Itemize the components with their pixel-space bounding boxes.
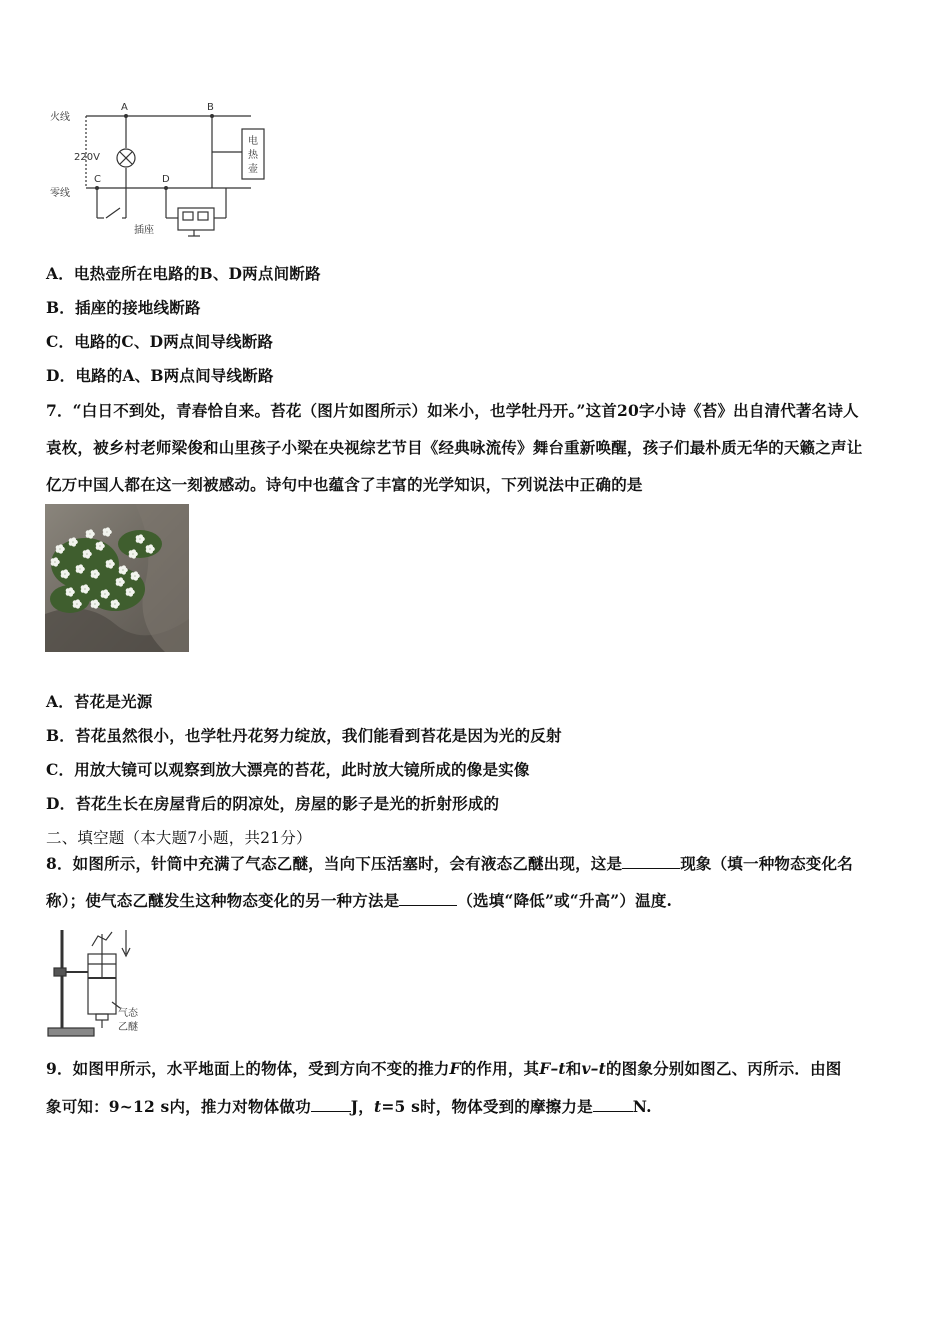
q7-option-b: B．苔花虽然很小，也学牡丹花努力绽放，我们能看到苔花是因为光的反射 bbox=[46, 726, 562, 745]
q9-ft-graph: F–t bbox=[539, 1059, 566, 1078]
moss-flower-photo bbox=[45, 504, 189, 652]
socket-label: 插座 bbox=[134, 225, 154, 236]
q9-vt-graph: v–t bbox=[581, 1059, 606, 1078]
q9-blank-2[interactable] bbox=[593, 1095, 633, 1112]
kettle-label: 电 热 壶 bbox=[248, 136, 258, 175]
voltage-label: 220V bbox=[74, 152, 100, 163]
circuit-diagram bbox=[46, 96, 276, 242]
section-heading: 二、填空题（本大题7小题，共21分） bbox=[46, 829, 312, 847]
q8-text-2b: （选填“降低”或“升高”）温度. bbox=[457, 891, 673, 910]
q8-blank-1[interactable] bbox=[622, 852, 680, 869]
q7-option-a: A．苔花是光源 bbox=[46, 692, 153, 711]
q7-line-1: 7．“白日不到处，青春恰自来。苔花（图片如图所示）如米小，也学牡丹开。”这首20字小诗《苔》出自清代著名诗人 bbox=[46, 401, 859, 420]
neutral-wire-label: 零线 bbox=[50, 188, 70, 199]
q9-text-2a: 象可知：9~12 s内，推力对物体做功 bbox=[46, 1097, 311, 1116]
point-d-label: D bbox=[162, 174, 170, 185]
q8-line-1 bbox=[46, 852, 853, 874]
live-wire-label: 火线 bbox=[50, 112, 70, 123]
q7-option-d: D．苔花生长在房屋背后的阴凉处，房屋的影子是光的折射形成的 bbox=[46, 794, 500, 813]
point-a-label: A bbox=[121, 102, 128, 113]
q9-text-1d: 的图象分别如图乙、丙所示．由图 bbox=[605, 1059, 842, 1078]
q7-line-3: 亿万中国人都在这一刻被感动。诗句中也蕴含了丰富的光学知识，下列说法中正确的是 bbox=[46, 475, 643, 494]
q9-blank-1[interactable] bbox=[311, 1095, 351, 1112]
q7-option-c: C．用放大镜可以观察到放大漂亮的苔花，此时放大镜所成的像是实像 bbox=[46, 760, 530, 779]
q7-line-2: 袁枚，被乡村老师梁俊和山里孩子小梁在央视综艺节目《经典咏流传》舞台重新唤醒，孩子们最朴质无华的天籁之声让 bbox=[46, 438, 863, 457]
q8-text-1a: 8．如图所示，针筒中充满了气态乙醚，当向下压活塞时，会有液态乙醚出现，这是 bbox=[46, 854, 623, 873]
q6-option-a: A．电热壶所在电路的B、D两点间断路 bbox=[46, 264, 321, 283]
q8-line-2 bbox=[46, 889, 672, 911]
q8-text-2a: 称）；使气态乙醚发生这种物态变化的另一种方法是 bbox=[46, 891, 400, 910]
point-c-label: C bbox=[94, 174, 101, 185]
q9-text-1a: 9．如图甲所示，水平地面上的物体，受到方向不变的推力 bbox=[46, 1059, 450, 1078]
q9-text-2d: N. bbox=[632, 1097, 652, 1116]
syringe-diagram bbox=[46, 924, 150, 1038]
q9-line-2 bbox=[46, 1095, 652, 1117]
gas-ether-label: 气态 乙醚 bbox=[118, 1008, 138, 1033]
q8-text-1b: 现象（填一种物态变化名 bbox=[680, 854, 853, 873]
q9-text-1b: 的作用，其 bbox=[460, 1059, 540, 1078]
q9-text-2b: J， bbox=[350, 1097, 374, 1116]
q8-blank-2[interactable] bbox=[399, 889, 457, 906]
q9-line-1 bbox=[46, 1057, 842, 1079]
q6-option-d: D．电路的A、B两点间导线断路 bbox=[46, 366, 274, 385]
q9-text-1c: 和 bbox=[565, 1059, 582, 1078]
point-b-label: B bbox=[207, 102, 214, 113]
q9-time-symbol: t bbox=[374, 1097, 382, 1116]
q9-force-symbol: F bbox=[449, 1059, 461, 1078]
q6-option-b: B．插座的接地线断路 bbox=[46, 298, 201, 317]
q6-option-c: C．电路的C、D两点间导线断路 bbox=[46, 332, 274, 351]
q9-text-2c: =5 s时，物体受到的摩擦力是 bbox=[381, 1097, 593, 1116]
